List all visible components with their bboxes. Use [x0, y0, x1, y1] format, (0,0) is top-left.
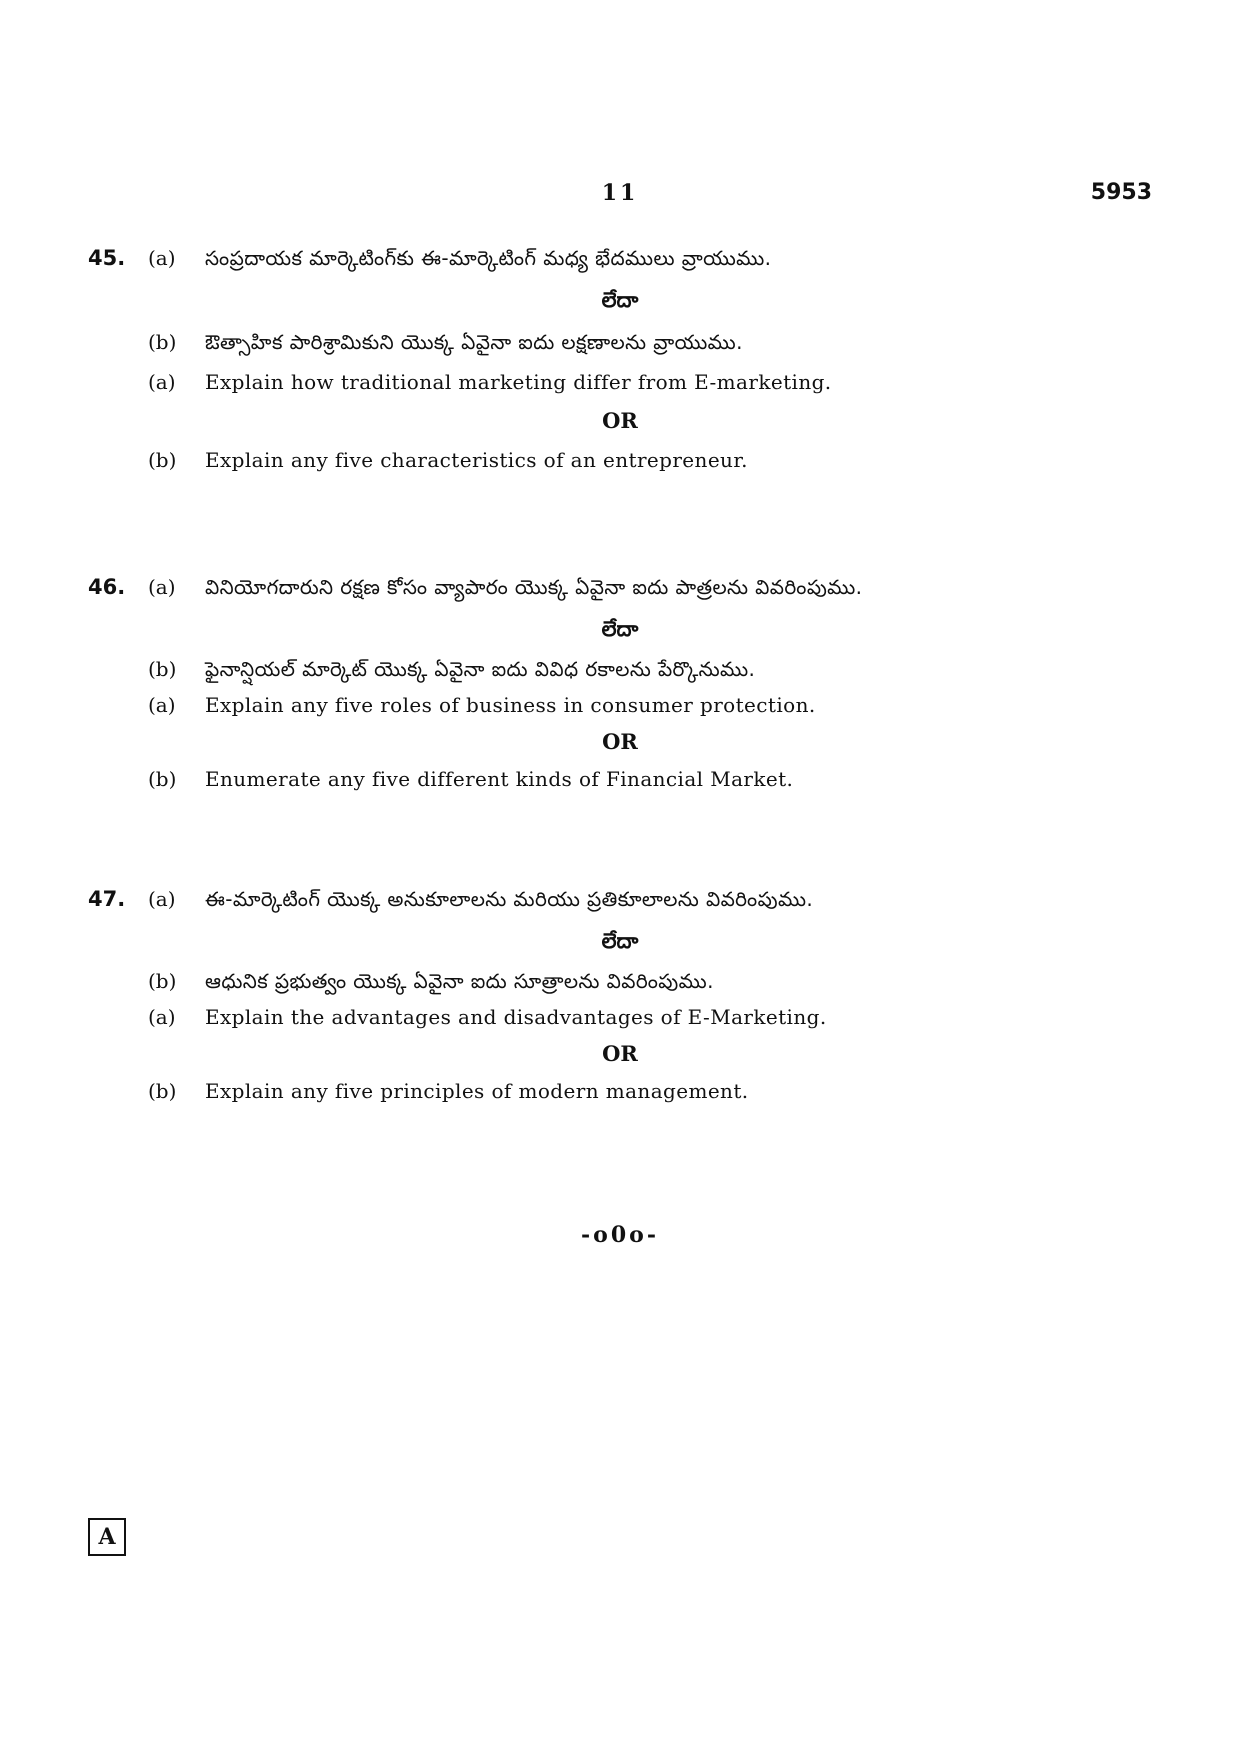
option-text: ఆధునిక ప్రభుత్వం యొక్క ఏవైనా ఐదు సూత్రాలను వివరింపుము.: [205, 969, 714, 993]
english-option-a: [0, 362, 1240, 402]
english-option-b: [0, 761, 1240, 797]
option-label: (a): [148, 246, 176, 270]
or-separator-english: OR: [602, 729, 638, 754]
option-label: (a): [148, 370, 176, 394]
option-label: (a): [148, 1005, 176, 1029]
option-text: Explain how traditional marketing differ from E-marketing.: [205, 370, 832, 394]
option-label: (b): [148, 969, 177, 993]
option-text: సంప్రదాయక మార్కెటింగ్‌కు ఈ-మార్కెటింగ్ మధ్య భేదములు వ్రాయుము.: [205, 246, 772, 270]
or-separator-english: OR: [602, 1041, 638, 1066]
question-set-box: A: [88, 1518, 126, 1556]
question-47: [0, 879, 1240, 1109]
english-option-b: [0, 440, 1240, 480]
end-of-paper-mark: -o0o-: [581, 1222, 659, 1248]
or-separator-telugu: లేదా: [601, 617, 639, 641]
telugu-option-b: [0, 963, 1240, 999]
option-text: ఔత్సాహిక పారిశ్రామికుని యొక్క ఏవైనా ఐదు లక్షణాలను వ్రాయుము.: [205, 330, 743, 354]
english-option-a: [0, 999, 1240, 1035]
paper-code: 5953: [1090, 180, 1152, 205]
question-number: 46.: [88, 575, 126, 599]
telugu-option-b: [0, 322, 1240, 362]
telugu-option-a: [0, 238, 1240, 278]
question-46: [0, 567, 1240, 797]
or-separator-english: OR: [602, 408, 638, 433]
option-label: (b): [148, 657, 177, 681]
option-text: Explain any five principles of modern management.: [205, 1079, 749, 1103]
telugu-option-a: [0, 879, 1240, 919]
telugu-option-b: [0, 651, 1240, 687]
or-separator-telugu: లేదా: [601, 929, 639, 953]
question-number: 47.: [88, 887, 126, 911]
option-text: ఈ-మార్కెటింగ్ యొక్క అనుకూలాలను మరియు ప్రతికూలాలను వివరింపుము.: [205, 887, 814, 911]
option-text: వినియోగదారుని రక్షణ కోసం వ్యాపారం యొక్క ఏవైనా ఐదు పాత్రలను వివరింపుము.: [205, 575, 863, 599]
option-label: (b): [148, 1079, 177, 1103]
option-text: Enumerate any five different kinds of Financial Market.: [205, 767, 794, 791]
option-label: (b): [148, 330, 177, 354]
page-number: 11: [601, 180, 639, 206]
telugu-option-a: [0, 567, 1240, 607]
question-45: [0, 238, 1240, 480]
english-option-a: [0, 687, 1240, 723]
english-option-b: [0, 1073, 1240, 1109]
option-label: (a): [148, 887, 176, 911]
option-label: (b): [148, 767, 177, 791]
or-separator-telugu: లేదా: [601, 288, 639, 312]
question-number: 45.: [88, 246, 126, 270]
option-text: Explain any five characteristics of an entrepreneur.: [205, 448, 748, 472]
option-label: (b): [148, 448, 177, 472]
option-text: ఫైనాన్షియల్ మార్కెట్ యొక్క ఏవైనా ఐదు వివిధ రకాలను పేర్కొనుము.: [205, 657, 756, 681]
option-label: (a): [148, 693, 176, 717]
option-label: (a): [148, 575, 176, 599]
option-text: Explain the advantages and disadvantages of E-Marketing.: [205, 1005, 827, 1029]
option-text: Explain any five roles of business in consumer protection.: [205, 693, 816, 717]
